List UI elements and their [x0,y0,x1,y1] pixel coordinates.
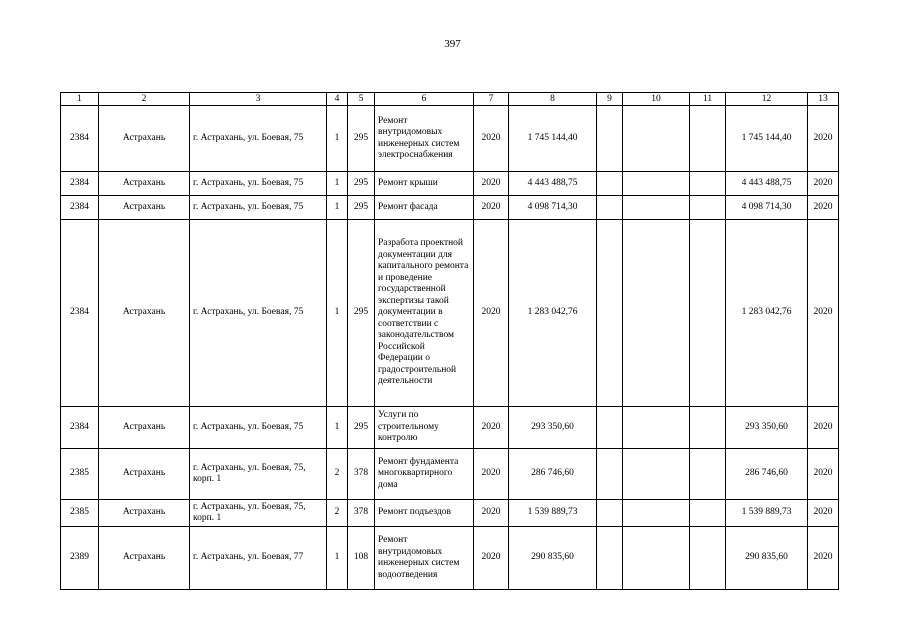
col13-year-cell: 2020 [808,500,839,527]
total-cost-cell: 1 539 889,73 [509,500,597,527]
city-cell: Астрахань [99,407,190,449]
table-row [61,449,839,500]
col4-cell: 1 [327,106,348,172]
work-type-cell: Ремонт фасада [375,196,474,220]
col10-cell [623,220,690,407]
year-cell: 2020 [474,196,509,220]
column-header: 10 [623,93,690,106]
address-cell: г. Астрахань, ул. Боевая, 75 [190,220,327,407]
col10-cell [623,407,690,449]
address-cell: г. Астрахань, ул. Боевая, 75, корп. 1 [190,500,327,527]
col5-cell: 295 [348,220,375,407]
col5-cell: 295 [348,196,375,220]
col9-cell [597,449,623,500]
house-id-cell: 2385 [61,449,99,500]
col11-cell [690,527,726,590]
city-cell: Астрахань [99,449,190,500]
col13-year-cell: 2020 [808,449,839,500]
column-header: 2 [99,93,190,106]
col12-cost-cell: 1 283 042,76 [726,220,808,407]
col4-cell: 1 [327,172,348,196]
col13-year-cell: 2020 [808,220,839,407]
year-cell: 2020 [474,407,509,449]
work-type-cell: Ремонт подъездов [375,500,474,527]
col10-cell [623,449,690,500]
work-type-cell: Разработа проектной документации для капитального ремонта и проведение государственной экспертизы такой документации в соответствии с законодательством Российской Федерации о градостроительной деятельности [375,220,474,407]
column-header: 1 [61,93,99,106]
col5-cell: 295 [348,172,375,196]
year-cell: 2020 [474,527,509,590]
col4-cell: 1 [327,220,348,407]
col9-cell [597,527,623,590]
col12-cost-cell: 4 443 488,75 [726,172,808,196]
table-row [61,500,839,527]
col9-cell [597,196,623,220]
col4-cell: 1 [327,407,348,449]
col11-cell [690,500,726,527]
work-type-cell: Ремонт внутридомовых инженерных систем электроснабжения [375,106,474,172]
column-header: 9 [597,93,623,106]
column-number-row [61,93,839,106]
total-cost-cell: 1 745 144,40 [509,106,597,172]
column-header: 7 [474,93,509,106]
col10-cell [623,527,690,590]
col4-cell: 2 [327,500,348,527]
work-type-cell: Ремонт внутридомовых инженерных систем водоотведения [375,527,474,590]
table-row [61,220,839,407]
col11-cell [690,220,726,407]
col12-cost-cell: 290 835,60 [726,527,808,590]
table-row [61,407,839,449]
col11-cell [690,407,726,449]
total-cost-cell: 293 350,60 [509,407,597,449]
city-cell: Астрахань [99,172,190,196]
col9-cell [597,106,623,172]
col10-cell [623,106,690,172]
col4-cell: 2 [327,449,348,500]
address-cell: г. Астрахань, ул. Боевая, 75, корп. 1 [190,449,327,500]
col13-year-cell: 2020 [808,407,839,449]
year-cell: 2020 [474,220,509,407]
col4-cell: 1 [327,527,348,590]
city-cell: Астрахань [99,500,190,527]
capital-repair-table [60,92,839,590]
col10-cell [623,196,690,220]
city-cell: Астрахань [99,220,190,407]
col11-cell [690,196,726,220]
col12-cost-cell: 286 746,60 [726,449,808,500]
table-row [61,196,839,220]
year-cell: 2020 [474,172,509,196]
work-type-cell: Услуги по строительному контролю [375,407,474,449]
address-cell: г. Астрахань, ул. Боевая, 75 [190,196,327,220]
col13-year-cell: 2020 [808,527,839,590]
house-id-cell: 2385 [61,500,99,527]
table-row [61,527,839,590]
col12-cost-cell: 1 745 144,40 [726,106,808,172]
col9-cell [597,220,623,407]
year-cell: 2020 [474,500,509,527]
work-type-cell: Ремонт крыши [375,172,474,196]
column-header: 4 [327,93,348,106]
city-cell: Астрахань [99,106,190,172]
total-cost-cell: 4 443 488,75 [509,172,597,196]
col10-cell [623,172,690,196]
col12-cost-cell: 293 350,60 [726,407,808,449]
work-type-cell: Ремонт фундамента многоквартирного дома [375,449,474,500]
total-cost-cell: 1 283 042,76 [509,220,597,407]
column-header: 3 [190,93,327,106]
col5-cell: 378 [348,449,375,500]
city-cell: Астрахань [99,527,190,590]
table-row [61,106,839,172]
house-id-cell: 2384 [61,106,99,172]
col10-cell [623,500,690,527]
address-cell: г. Астрахань, ул. Боевая, 77 [190,527,327,590]
column-header: 6 [375,93,474,106]
col11-cell [690,449,726,500]
total-cost-cell: 290 835,60 [509,527,597,590]
col11-cell [690,106,726,172]
year-cell: 2020 [474,106,509,172]
table-row [61,172,839,196]
house-id-cell: 2384 [61,220,99,407]
col5-cell: 108 [348,527,375,590]
page-number: 397 [444,38,461,50]
col9-cell [597,500,623,527]
house-id-cell: 2389 [61,527,99,590]
col4-cell: 1 [327,196,348,220]
col12-cost-cell: 1 539 889,73 [726,500,808,527]
col12-cost-cell: 4 098 714,30 [726,196,808,220]
col5-cell: 295 [348,106,375,172]
col5-cell: 295 [348,407,375,449]
address-cell: г. Астрахань, ул. Боевая, 75 [190,407,327,449]
column-header: 12 [726,93,808,106]
house-id-cell: 2384 [61,196,99,220]
col13-year-cell: 2020 [808,172,839,196]
total-cost-cell: 286 746,60 [509,449,597,500]
column-header: 13 [808,93,839,106]
col13-year-cell: 2020 [808,196,839,220]
col13-year-cell: 2020 [808,106,839,172]
address-cell: г. Астрахань, ул. Боевая, 75 [190,172,327,196]
column-header: 11 [690,93,726,106]
address-cell: г. Астрахань, ул. Боевая, 75 [190,106,327,172]
column-header: 8 [509,93,597,106]
total-cost-cell: 4 098 714,30 [509,196,597,220]
col11-cell [690,172,726,196]
house-id-cell: 2384 [61,172,99,196]
col9-cell [597,407,623,449]
year-cell: 2020 [474,449,509,500]
house-id-cell: 2384 [61,407,99,449]
col5-cell: 378 [348,500,375,527]
column-header: 5 [348,93,375,106]
col9-cell [597,172,623,196]
city-cell: Астрахань [99,196,190,220]
